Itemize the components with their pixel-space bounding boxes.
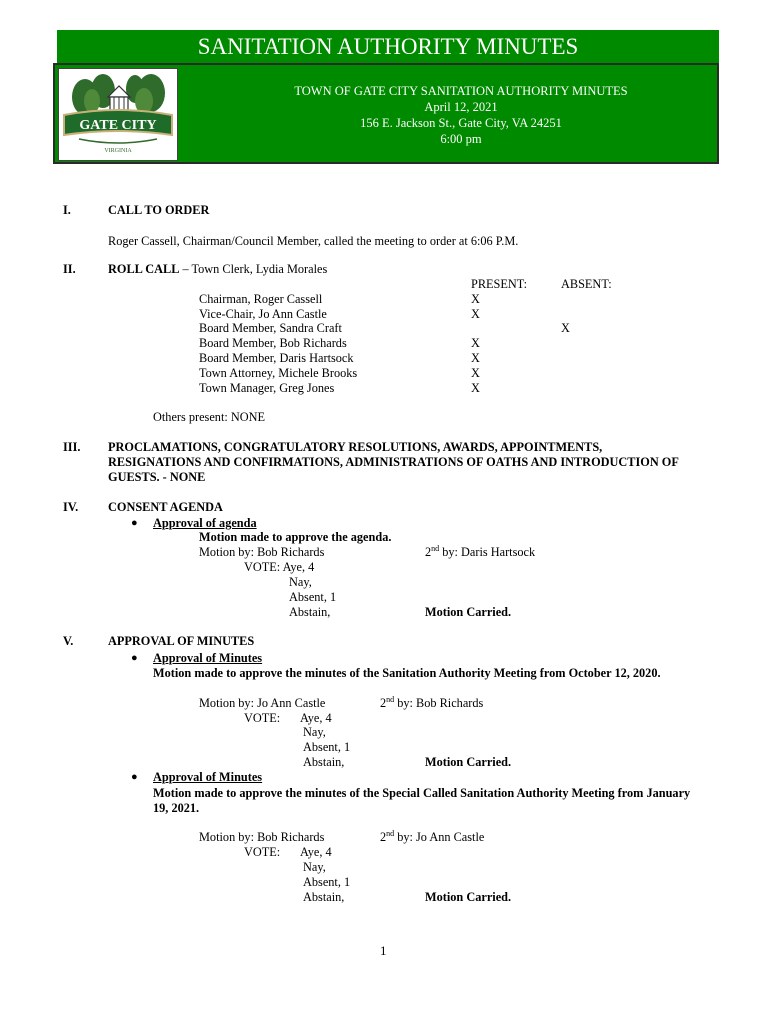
minutes-item-2-vote-abstain: Abstain, <box>303 890 345 904</box>
member-name: Board Member, Bob Richards <box>199 336 347 350</box>
proclamations-line-2: RESIGNATIONS AND CONFIRMATIONS, ADMINISTRATIONS OF OATHS AND INTRODUCTION OF <box>108 455 679 469</box>
member-name: Board Member, Daris Hartsock <box>199 351 354 365</box>
minutes-item-1-vote-abstain: Abstain, <box>303 755 345 769</box>
section-number-3: III. <box>63 440 81 454</box>
agenda-vote-nay: Nay, <box>289 575 312 589</box>
header-date: April 12, 2021 <box>424 100 498 114</box>
page-number: 1 <box>380 943 387 958</box>
member-present-mark: X <box>471 307 480 321</box>
second-name: by: Bob Richards <box>394 696 484 710</box>
minutes-item-2-vote-label: VOTE: <box>244 845 281 859</box>
member-present-mark: X <box>471 381 480 395</box>
minutes-item-2-vote-nay: Nay, <box>303 860 326 874</box>
agenda-item-title: Approval of agenda <box>153 516 257 530</box>
second-ordinal-suffix: nd <box>431 543 440 553</box>
member-name: Chairman, Roger Cassell <box>199 292 323 306</box>
minutes-item-2-vote-absent: Absent, 1 <box>303 875 351 889</box>
second-ordinal: 2 <box>425 545 432 559</box>
member-name: Vice-Chair, Jo Ann Castle <box>199 307 327 321</box>
agenda-second-by <box>425 545 535 560</box>
agenda-vote-absent: Absent, 1 <box>289 590 337 604</box>
minutes-item-2-title: Approval of Minutes <box>153 770 263 784</box>
bullet-icon: ● <box>131 771 138 783</box>
second-ordinal: 2 <box>380 696 387 710</box>
roll-call-label: ROLL CALL <box>108 262 180 276</box>
agenda-motion-result: Motion Carried. <box>425 605 512 619</box>
minutes-item-1-motion-by: Motion by: Jo Ann Castle <box>199 696 326 710</box>
header-box <box>53 63 719 164</box>
minutes-item-2-motion-line-1: Motion made to approve the minutes of the Special Called Sanitation Authority Meeting from January <box>153 786 691 800</box>
header-time: 6:00 pm <box>440 132 482 146</box>
minutes-item-1-vote-aye: Aye, 4 <box>300 711 332 725</box>
member-present-mark: X <box>471 366 480 380</box>
member-present-mark: X <box>471 336 480 350</box>
section-heading-consent-agenda: CONSENT AGENDA <box>108 500 223 514</box>
minutes-item-2-second-by <box>380 830 484 845</box>
present-header: PRESENT: <box>471 277 528 291</box>
second-ordinal: 2 <box>380 830 387 844</box>
page-title: SANITATION AUTHORITY MINUTES <box>57 30 719 63</box>
minutes-item-1-vote-absent: Absent, 1 <box>303 740 351 754</box>
minutes-item-2-vote-aye: Aye, 4 <box>300 845 332 859</box>
section-heading-approval-of-minutes: APPROVAL OF MINUTES <box>108 634 255 648</box>
proclamations-line-3: GUESTS. - NONE <box>108 470 206 484</box>
agenda-motion-by: Motion by: Bob Richards <box>199 545 325 559</box>
section-heading-call-to-order: CALL TO ORDER <box>108 203 210 217</box>
bullet-icon: ● <box>131 517 138 529</box>
section-number-5: V. <box>63 634 74 648</box>
section-heading-roll-call <box>108 262 327 277</box>
agenda-motion: Motion made to approve the agenda. <box>199 530 392 544</box>
header-address: 156 E. Jackson St., Gate City, VA 24251 <box>360 116 562 130</box>
bullet-icon: ● <box>131 652 138 664</box>
section-number-2: II. <box>63 262 76 276</box>
agenda-vote-aye: VOTE: Aye, 4 <box>244 560 315 574</box>
member-name: Town Manager, Greg Jones <box>199 381 335 395</box>
member-present-mark: X <box>471 351 480 365</box>
absent-header: ABSENT: <box>561 277 612 291</box>
second-name: by: Daris Hartsock <box>439 545 536 559</box>
minutes-item-1-vote-nay: Nay, <box>303 725 326 739</box>
member-name: Town Attorney, Michele Brooks <box>199 366 358 380</box>
header-info <box>205 83 717 147</box>
member-name: Board Member, Sandra Craft <box>199 321 342 335</box>
minutes-item-1-title: Approval of Minutes <box>153 651 263 665</box>
logo-subtext: VIRGINIA <box>104 148 132 154</box>
minutes-item-2-result: Motion Carried. <box>425 890 512 904</box>
member-absent-mark: X <box>561 321 570 335</box>
second-ordinal-suffix: nd <box>386 828 395 838</box>
gate-city-logo <box>58 68 178 161</box>
minutes-item-1-vote-label: VOTE: <box>244 711 281 725</box>
agenda-vote-abstain: Abstain, <box>289 605 331 619</box>
minutes-item-2-motion-by: Motion by: Bob Richards <box>199 830 325 844</box>
header-line-1: TOWN OF GATE CITY SANITATION AUTHORITY MINUTES <box>294 84 628 98</box>
logo-text: GATE CITY <box>79 118 157 133</box>
minutes-item-2-motion-line-2: 19, 2021. <box>153 801 200 815</box>
others-present: Others present: NONE <box>153 410 266 424</box>
second-ordinal-suffix: nd <box>386 694 395 704</box>
second-name: by: Jo Ann Castle <box>394 830 485 844</box>
section-number-1: I. <box>63 203 71 217</box>
proclamations-line-1: PROCLAMATIONS, CONGRATULATORY RESOLUTIONS, AWARDS, APPOINTMENTS, <box>108 440 603 454</box>
roll-call-clerk: – Town Clerk, Lydia Morales <box>179 262 328 276</box>
member-present-mark: X <box>471 292 480 306</box>
minutes-item-1-second-by <box>380 696 483 711</box>
section-number-4: IV. <box>63 500 79 514</box>
minutes-item-1-result: Motion Carried. <box>425 755 512 769</box>
minutes-item-1-motion: Motion made to approve the minutes of the Sanitation Authority Meeting from October 12, 2020. <box>153 666 661 680</box>
call-to-order-text: Roger Cassell, Chairman/Council Member, called the meeting to order at 6:06 P.M. <box>108 234 519 248</box>
